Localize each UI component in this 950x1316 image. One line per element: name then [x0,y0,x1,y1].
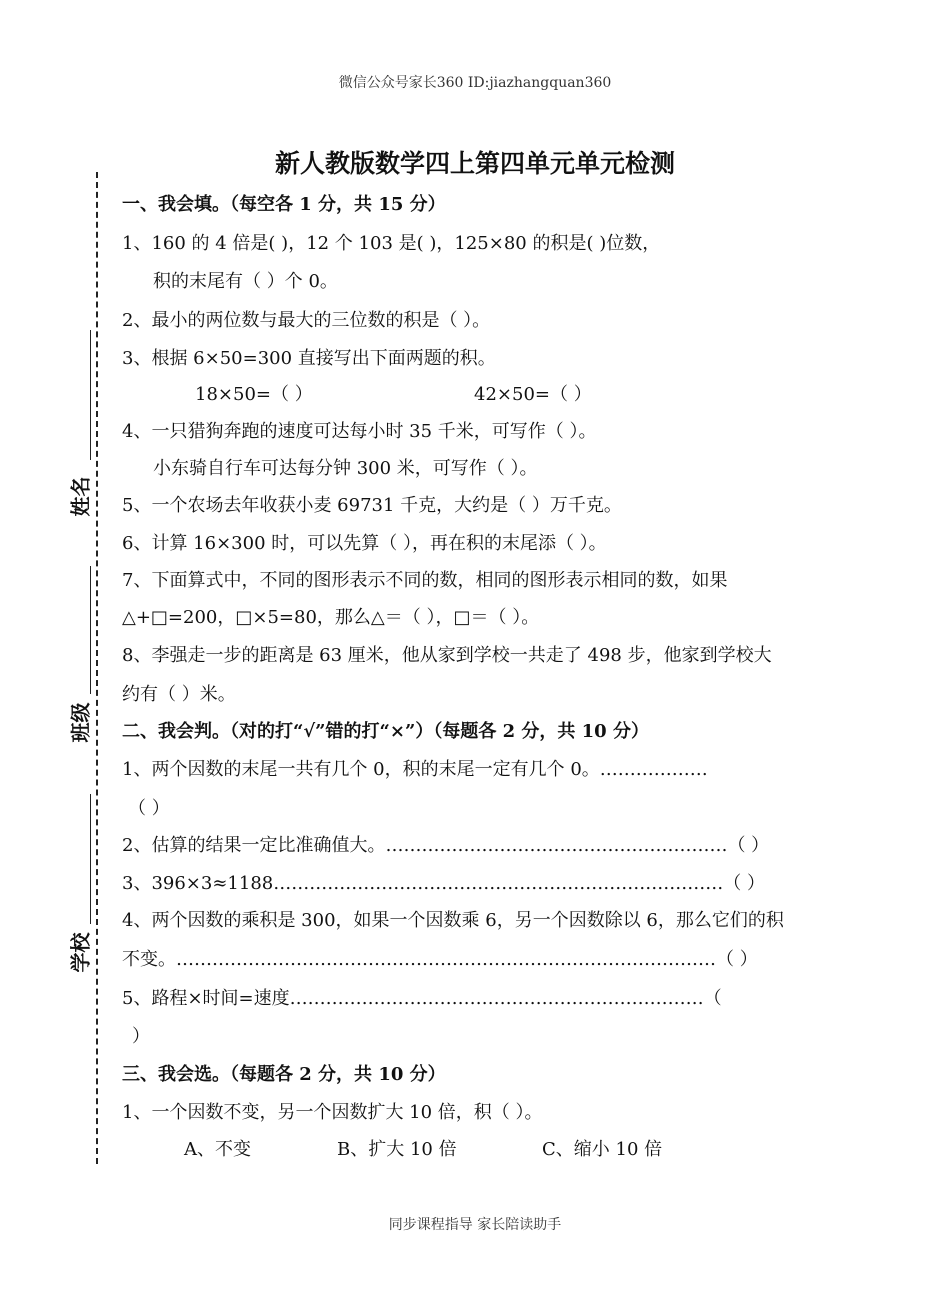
q2-4-line: 4、两个因数的乘积是 300，如果一个因数乘 6，另一个因数除以 6，那么它们的积 [122,910,784,931]
section-1-heading: 一、我会填。（每空各 1 分，共 15 分） [122,194,446,215]
page-footer: 同步课程指导 家长陪读助手 [388,1217,562,1233]
side-label-school: 学校 [68,932,93,973]
q2-2-line: 2、估算的结果一定比准确值大。…………………………………………………（ ） [122,835,770,856]
q2-5-line: 5、路程×时间=速度……………………………………………………………（ [122,988,722,1009]
name-blank-line [90,330,91,460]
school-blank-line [90,794,91,924]
q1-3-line: 3、根据 6×50=300 直接写出下面两题的积。 [122,348,496,369]
section-2-heading: 二、我会判。（对的打“√”错的打“×”）（每题各 2 分，共 10 分） [122,721,649,742]
q1-4-line: 4、一只猎狗奔跑的速度可达每小时 35 千米，可写作（ ）。 [122,421,597,442]
q3-1-option-b: B、扩大 10 倍 [337,1139,457,1160]
q3-1-line: 1、一个因数不变，另一个因数扩大 10 倍，积（ ）。 [122,1102,543,1123]
section-3-heading: 三、我会选。（每题各 2 分，共 10 分） [122,1064,446,1085]
page-header: 微信公众号家长360 ID:jiazhangquan360 [338,75,612,91]
q3-1-option-a: A、不变 [184,1139,251,1160]
q1-5-line: 5、一个农场去年收获小麦 69731 千克，大约是（ ）万千克。 [122,495,622,516]
q1-6-line: 6、计算 16×300 时，可以先算（ ），再在积的末尾添（ ）。 [122,533,607,554]
q1-8-cont: 约有（ ）米。 [122,684,236,705]
q3-1-option-c: C、缩小 10 倍 [542,1139,663,1160]
q2-1-line: 1、两个因数的末尾一共有几个 0，积的末尾一定有几个 0。……………… [122,759,708,780]
q1-7-cont: △+□=200，□×5=80，那么△＝（ ），□＝（ ）。 [122,607,540,628]
class-blank-line [90,566,91,694]
q1-3-a: 18×50=（ ） [195,384,313,405]
side-label-name: 姓名 [68,476,93,517]
q1-7-line: 7、下面算式中，不同的图形表示不同的数，相同的图形表示相同的数，如果 [122,570,728,591]
page-title: 新人教版数学四上第四单元单元检测 [274,149,675,178]
side-label-class: 班级 [68,702,93,743]
q1-3-b: 42×50=（ ） [474,384,592,405]
q2-5-blank: ） [132,1026,150,1047]
q1-8-line: 8、李强走一步的距离是 63 厘米，他从家到学校一共走了 498 步，他家到学校大 [122,645,772,666]
q2-4-cont: 不变。………………………………………………………………………………（ ） [122,949,758,970]
q2-1-blank: （ ） [128,798,170,819]
binding-dashed-line [96,172,98,1164]
q1-2-line: 2、最小的两位数与最大的三位数的积是（ ）。 [122,310,491,331]
q2-3-line: 3、396×3≈1188…………………………………………………………………（ ） [122,873,765,894]
q1-1-cont: 积的末尾有（ ）个 0。 [153,271,338,292]
q1-1-line: 1、160 的 4 倍是( )，12 个 103 是( )，125×80 的积是( )位数， [122,233,661,254]
q1-4-cont: 小东骑自行车可达每分钟 300 米，可写作（ ）。 [153,458,538,479]
